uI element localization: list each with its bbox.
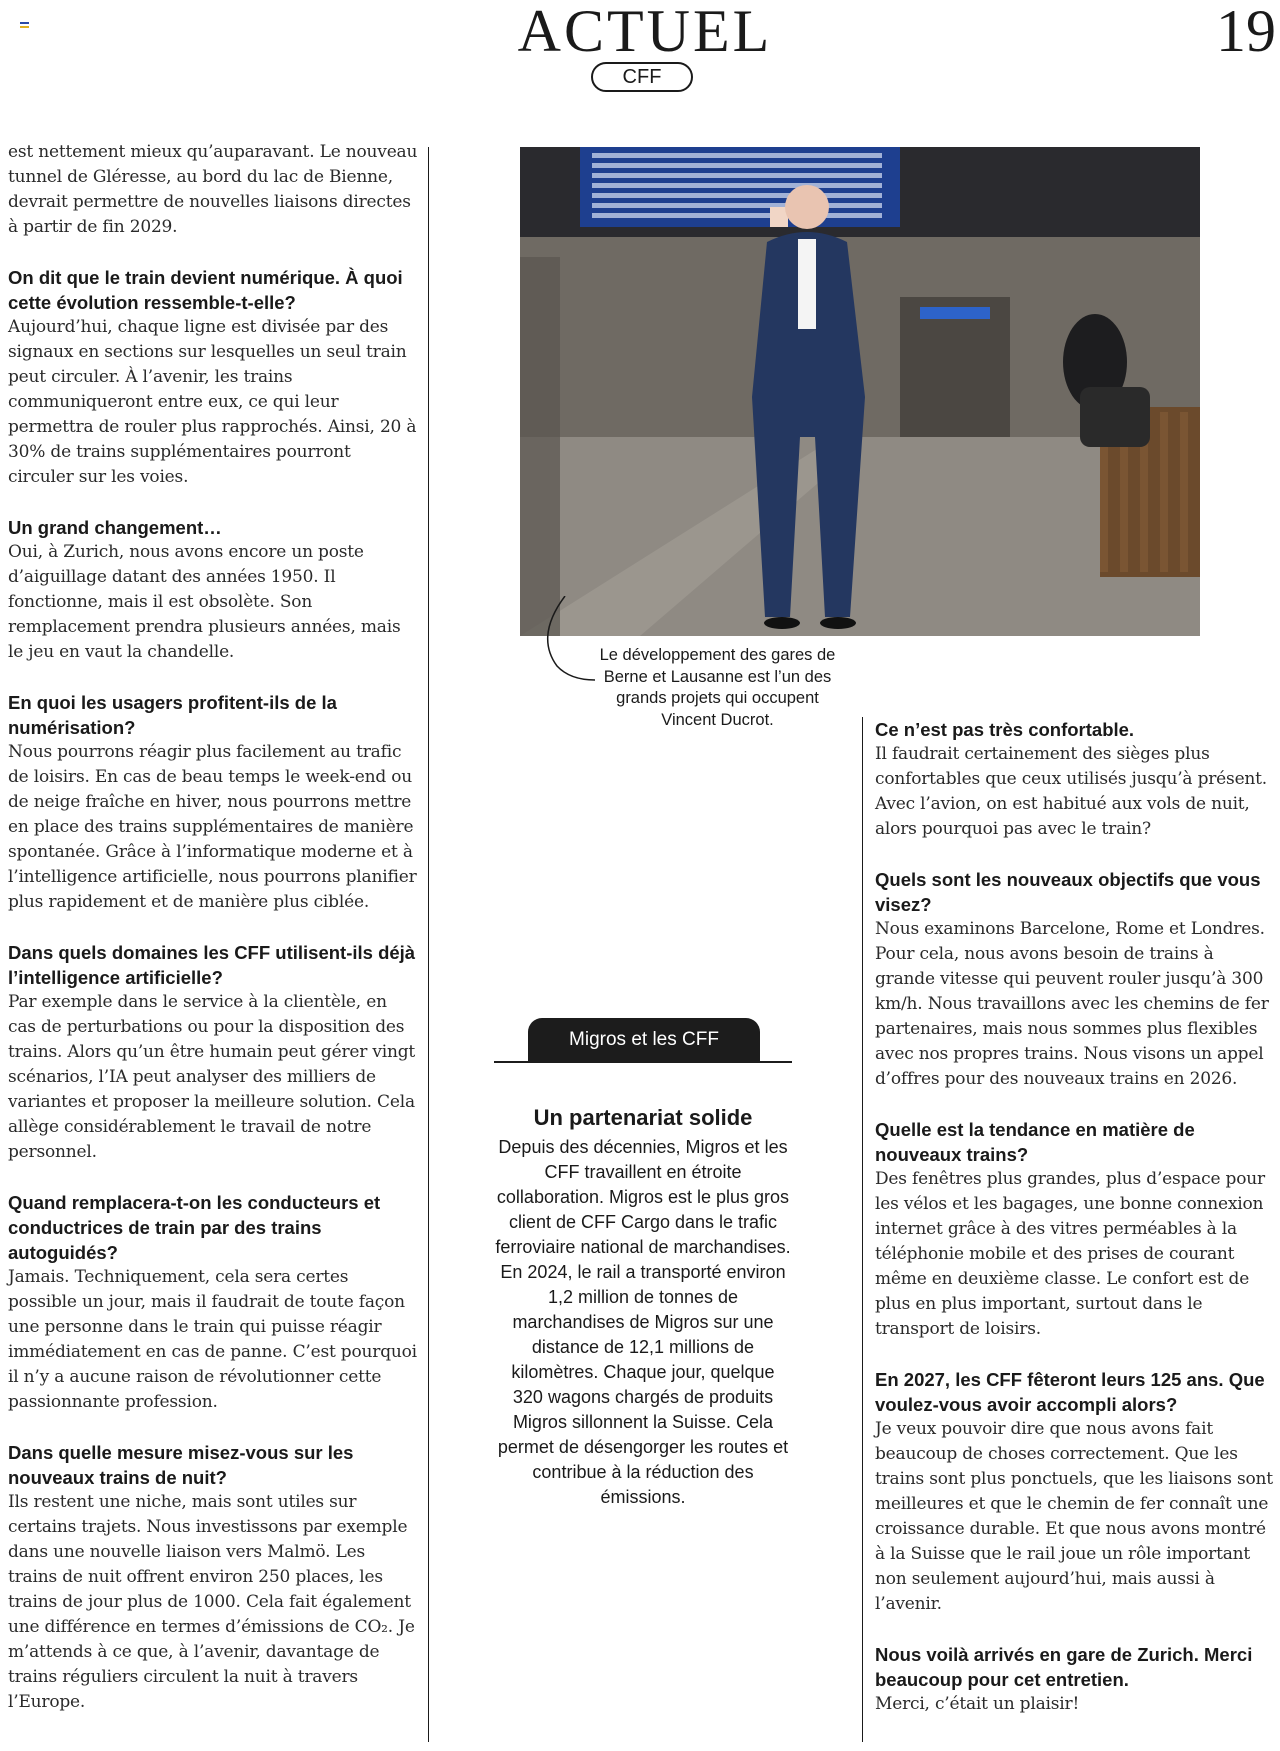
section-title: ACTUEL <box>517 0 773 64</box>
qa-block <box>8 1190 418 1415</box>
qa-block <box>875 1642 1277 1717</box>
interview-question: Quelle est la tendance en matière de nouveaux trains? <box>875 1119 1195 1165</box>
interview-question: Quels sont les nouveaux objectifs que vous visez? <box>875 869 1261 915</box>
interview-question: Quand remplacera-t-on les conducteurs et conductrices de train par des trains autoguidés? <box>8 1192 381 1263</box>
right-column <box>875 717 1277 1742</box>
intro-paragraph: est nettement mieux qu’auparavant. Le nouveau tunnel de Gléresse, au bord du lac de Bienne, devrait permettre de nouvelles liaisons directes à partir de fin 2029. <box>8 142 418 237</box>
left-column <box>8 140 418 1740</box>
interview-answer: Jamais. Techniquement, cela sera certes possible un jour, mais il faudrait de toute façon une personne dans le train qui puisse réagir immédiatement en cas de panne. C’est pourquoi il n’y a aucune raison de révolutionner cette passionnante profession. <box>8 1267 417 1412</box>
qa-block <box>875 867 1277 1092</box>
interview-answer: Des fenêtres plus grandes, plus d’espace pour les vélos et les bagages, une bonne connexion internet grâce à des vitres perméables à la téléphonie mobile et des prises de courant même en deuxième classe. Le confort est de plus en plus important, surtout dans le transport de loisirs. <box>875 1169 1265 1339</box>
qa-block <box>875 1367 1277 1617</box>
interview-question: Nous voilà arrivés en gare de Zurich. Merci beaucoup pour cet entretien. <box>875 1644 1253 1690</box>
interview-answer: Aujourd’hui, chaque ligne est divisée par des signaux en sections sur lesquelles un seul train peut circuler. À l’avenir, les trains communiqueront entre eux, ce qui leur permettra de rouler plus rapprochés. Ainsi, 20 à 30% de trains supplémentaires pourront circuler sur les voies. <box>8 317 417 487</box>
photo-caption: Le développement des gares de Berne et Lausanne est l’un des grands projets qui occupent Vincent Ducrot. <box>599 646 836 729</box>
qa-block <box>8 1440 418 1715</box>
qa-block <box>875 1117 1277 1342</box>
interview-answer: Il faudrait certainement des sièges plus confortables que ceux utilisés jusqu’à présent. Avec l’avion, on est habitué aux vols de nuit, alors pourquoi pas avec le train? <box>875 744 1268 839</box>
section-badge: CFF <box>591 62 693 92</box>
qa-block <box>8 940 418 1165</box>
qa-block <box>8 690 418 915</box>
qa-block <box>8 265 418 490</box>
column-divider <box>862 717 863 1742</box>
caption-curve-decoration <box>535 596 595 686</box>
interview-answer: Nous examinons Barcelone, Rome et Londres. Pour cela, nous avons besoin de trains à grande vitesse qui peuvent rouler jusqu’à 300 km/h. Nous travaillons avec les chemins de fer partenaires, mais nous sommes plus flexibles avec nos propres trains. Nous visons un appel d’offres pour des nouveaux trains en 2026. <box>875 919 1269 1089</box>
interview-question: En quoi les usagers profitent-ils de la numérisation? <box>8 692 337 738</box>
sidebar-box-tab: Migros et les CFF <box>528 1018 760 1062</box>
interview-question: Un grand changement… <box>8 517 222 538</box>
interview-question: Dans quelle mesure misez-vous sur les nouveaux trains de nuit? <box>8 1442 354 1488</box>
menu-icon[interactable] <box>20 22 29 28</box>
interview-question: Dans quels domaines les CFF utilisent-ils déjà l’intelligence artificielle? <box>8 942 416 988</box>
page-number: 19 <box>1216 0 1276 64</box>
interview-answer: Par exemple dans le service à la clientèle, en cas de perturbations ou pour la disposition des trains. Alors qu’un être humain peut gérer vingt scénarios, l’IA peut analyser des milliers de variantes et proposer la meilleure solution. Cela allège considérablement le travail de notre personnel. <box>8 992 416 1162</box>
interview-question: On dit que le train devient numérique. À quoi cette évolution ressemble-t-elle? <box>8 267 403 313</box>
interview-question: Ce n’est pas très confortable. <box>875 719 1135 740</box>
station-scene-image <box>520 147 1200 636</box>
interview-answer: Merci, c’était un plaisir! <box>875 1694 1080 1714</box>
interview-photo <box>520 147 1200 636</box>
sidebar-box-heading: Un partenariat solide <box>533 1105 753 1130</box>
qa-block <box>875 717 1277 842</box>
column-divider <box>428 147 429 1742</box>
interview-answer: Oui, à Zurich, nous avons encore un poste d’aiguillage datant des années 1950. Il fonctionne, mais il est obsolète. Son remplacement prendra plusieurs années, mais le jeu en vaut la chandelle. <box>8 542 401 662</box>
sidebar-box-rule <box>494 1061 792 1063</box>
qa-block <box>8 515 418 665</box>
interview-answer: Je veux pouvoir dire que nous avons fait beaucoup de choses correctement. Que les trains sont plus ponctuels, que les liaisons sont meilleures et que le chemin de fer connaît une croissance durable. Et que nous avons montré à la Suisse que le rail joue un rôle important non seulement aujourd’hui, mais aussi à l’avenir. <box>875 1419 1273 1614</box>
interview-answer: Ils restent une niche, mais sont utiles sur certains trajets. Nous investissons par exemple dans une nouvelle liaison vers Malmö. Les trains de nuit offrent environ 250 places, les trains de jour plus de 1000. Cela fait également une différence en termes d’émissions de CO₂. Je m’attends à ce que, à l’avenir, davantage de trains réguliers circulent la nuit à travers l’Europe. <box>8 1492 415 1712</box>
sidebar-box-body: Depuis des décennies, Migros et les CFF travaillent en étroite collaboration. Migros est le plus gros client de CFF Cargo dans le trafic ferroviaire national de marchandises. En 2024, le rail a transporté environ 1,2 million de tonnes de marchandises de Migros sur une distance de 12,1 millions de kilomètres. Chaque jour, quelque 320 wagons chargés de produits Migros sillonnent la Suisse. Cela permet de désengorger les routes et contribue à la réduction des émissions. <box>495 1137 791 1507</box>
interview-question: En 2027, les CFF fêteront leurs 125 ans. Que voulez-vous avoir accompli alors? <box>875 1369 1265 1415</box>
interview-answer: Nous pourrons réagir plus facilement au trafic de loisirs. En cas de beau temps le week-end ou de neige fraîche en hiver, nous pourrons mettre en place des trains supplémentaires de manière spontanée. Grâce à l’informatique moderne et à l’intelligence artificielle, nous pourrons planifier plus rapidement et de manière plus ciblée. <box>8 742 417 912</box>
